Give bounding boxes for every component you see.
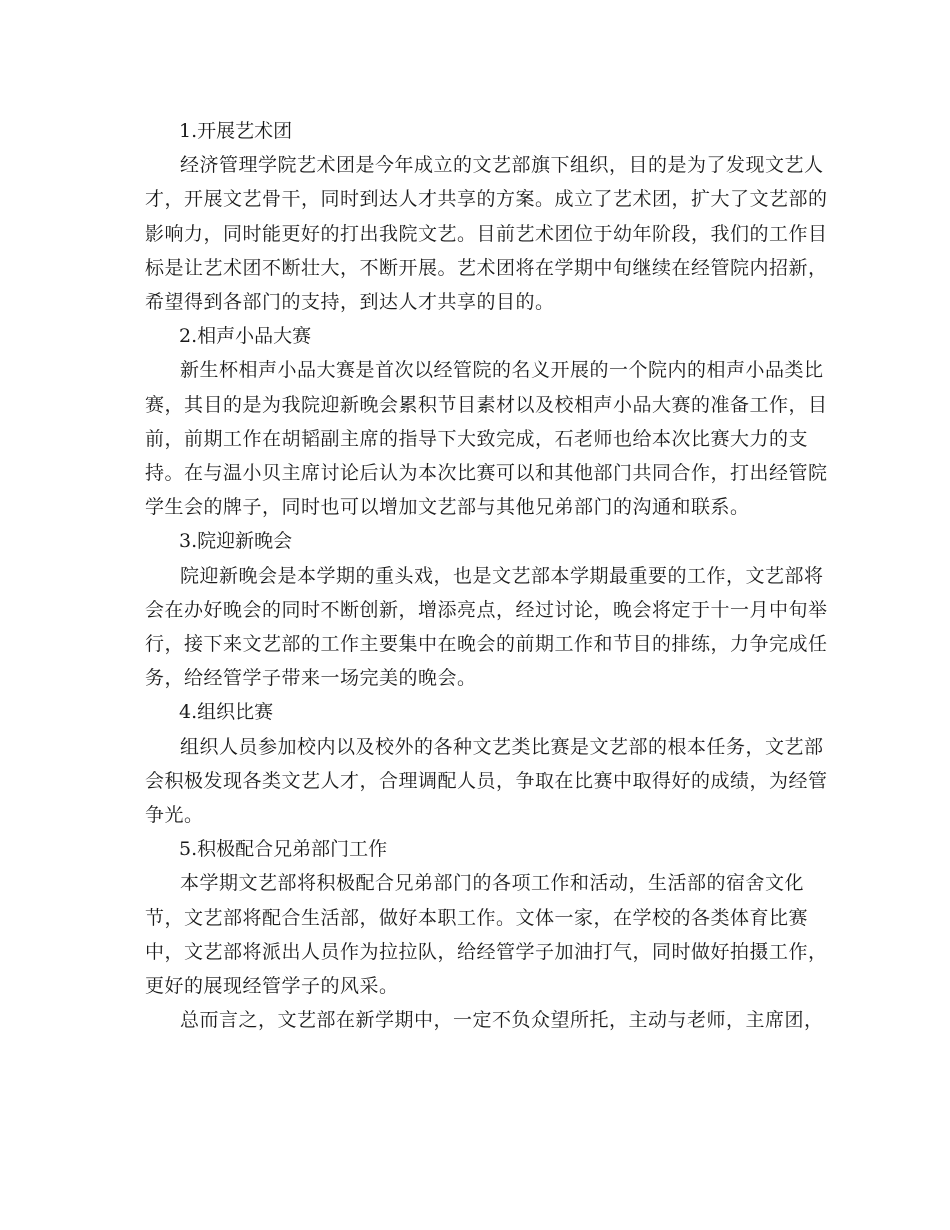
closing-paragraph	[145, 1003, 824, 1037]
paragraph-line: 会积极发现各类文艺人才，合理调配人员，争取在比赛中取得好的成绩，为经管	[145, 769, 828, 792]
section-paragraph	[145, 559, 828, 696]
paragraph-line: 中，文艺部将派出人员作为拉拉队，给经管学子加油打气，同时做好拍摄工作，	[145, 940, 828, 963]
paragraph-line: 赛，其目的是为我院迎新晚会累积节目素材以及校相声小品大赛的准备工作，目	[145, 393, 828, 416]
paragraph-line: 争光。	[145, 804, 204, 827]
paragraph-line: 标是让艺术团不断壮大，不断开展。艺术团将在学期中旬继续在经管院内招新，	[145, 256, 828, 279]
paragraph-line: 希望得到各部门的支持，到达人才共享的目的。	[145, 291, 555, 314]
paragraph-line: 新生杯相声小品大赛是首次以经管院的名义开展的一个院内的相声小品类比	[180, 359, 824, 382]
paragraph-line: 节，文艺部将配合生活部，做好本职工作。文体一家，在学校的各类体育比赛	[145, 906, 809, 929]
paragraph-line: 总而言之，文艺部在新学期中，一定不负众望所托，主动与老师，主席团，	[180, 1009, 824, 1032]
section-heading: 5.积极配合兄弟部门工作	[179, 838, 388, 861]
paragraph-line: 会在办好晚会的同时不断创新，增添亮点，经过讨论，晚会将定于十一月中旬举	[145, 598, 828, 621]
paragraph-line: 才，开展文艺骨干，同时到达人才共享的方案。成立了艺术团，扩大了文艺部的	[145, 188, 828, 211]
paragraph-line: 组织人员参加校内以及校外的各种文艺类比赛是文艺部的根本任务，文艺部	[180, 735, 824, 758]
paragraph-line: 本学期文艺部将积极配合兄弟部门的各项工作和活动，生活部的宿舍文化	[180, 872, 805, 895]
section-heading: 3.院迎新晚会	[179, 530, 293, 553]
paragraph-line: 学生会的牌子，同时也可以增加文艺部与其他兄弟部门的沟通和联系。	[145, 496, 750, 519]
paragraph-line: 务，给经管学子带来一场完美的晚会。	[145, 667, 477, 690]
paragraph-line: 影响力，同时能更好的打出我院文艺。目前艺术团位于幼年阶段，我们的工作目	[145, 222, 828, 245]
paragraph-line: 更好的展现经管学子的风采。	[145, 975, 399, 998]
paragraph-line: 前，前期工作在胡韬副主席的指导下大致完成，石老师也给本次比赛大力的支	[145, 427, 809, 450]
paragraph-line: 行，接下来文艺部的工作主要集中在晚会的前期工作和节目的排练，力争完成任	[145, 633, 828, 656]
section-heading: 4.组织比赛	[179, 701, 274, 724]
paragraph-line: 院迎新晚会是本学期的重头戏，也是文艺部本学期最重要的工作，文艺部将	[180, 564, 824, 587]
section-paragraph	[145, 353, 828, 524]
section-heading: 1.开展艺术团	[179, 120, 293, 142]
paragraph-line: 持。在与温小贝主席讨论后认为本次比赛可以和其他部门共同合作，打出经管院	[145, 462, 828, 485]
section-paragraph	[145, 866, 828, 1003]
section-paragraph	[145, 730, 828, 833]
document-body	[145, 114, 828, 1037]
paragraph-line: 经济管理学院艺术团是今年成立的文艺部旗下组织，目的是为了发现文艺人	[180, 154, 824, 177]
section-heading: 2.相声小品大赛	[179, 325, 312, 348]
section-paragraph	[145, 148, 828, 319]
